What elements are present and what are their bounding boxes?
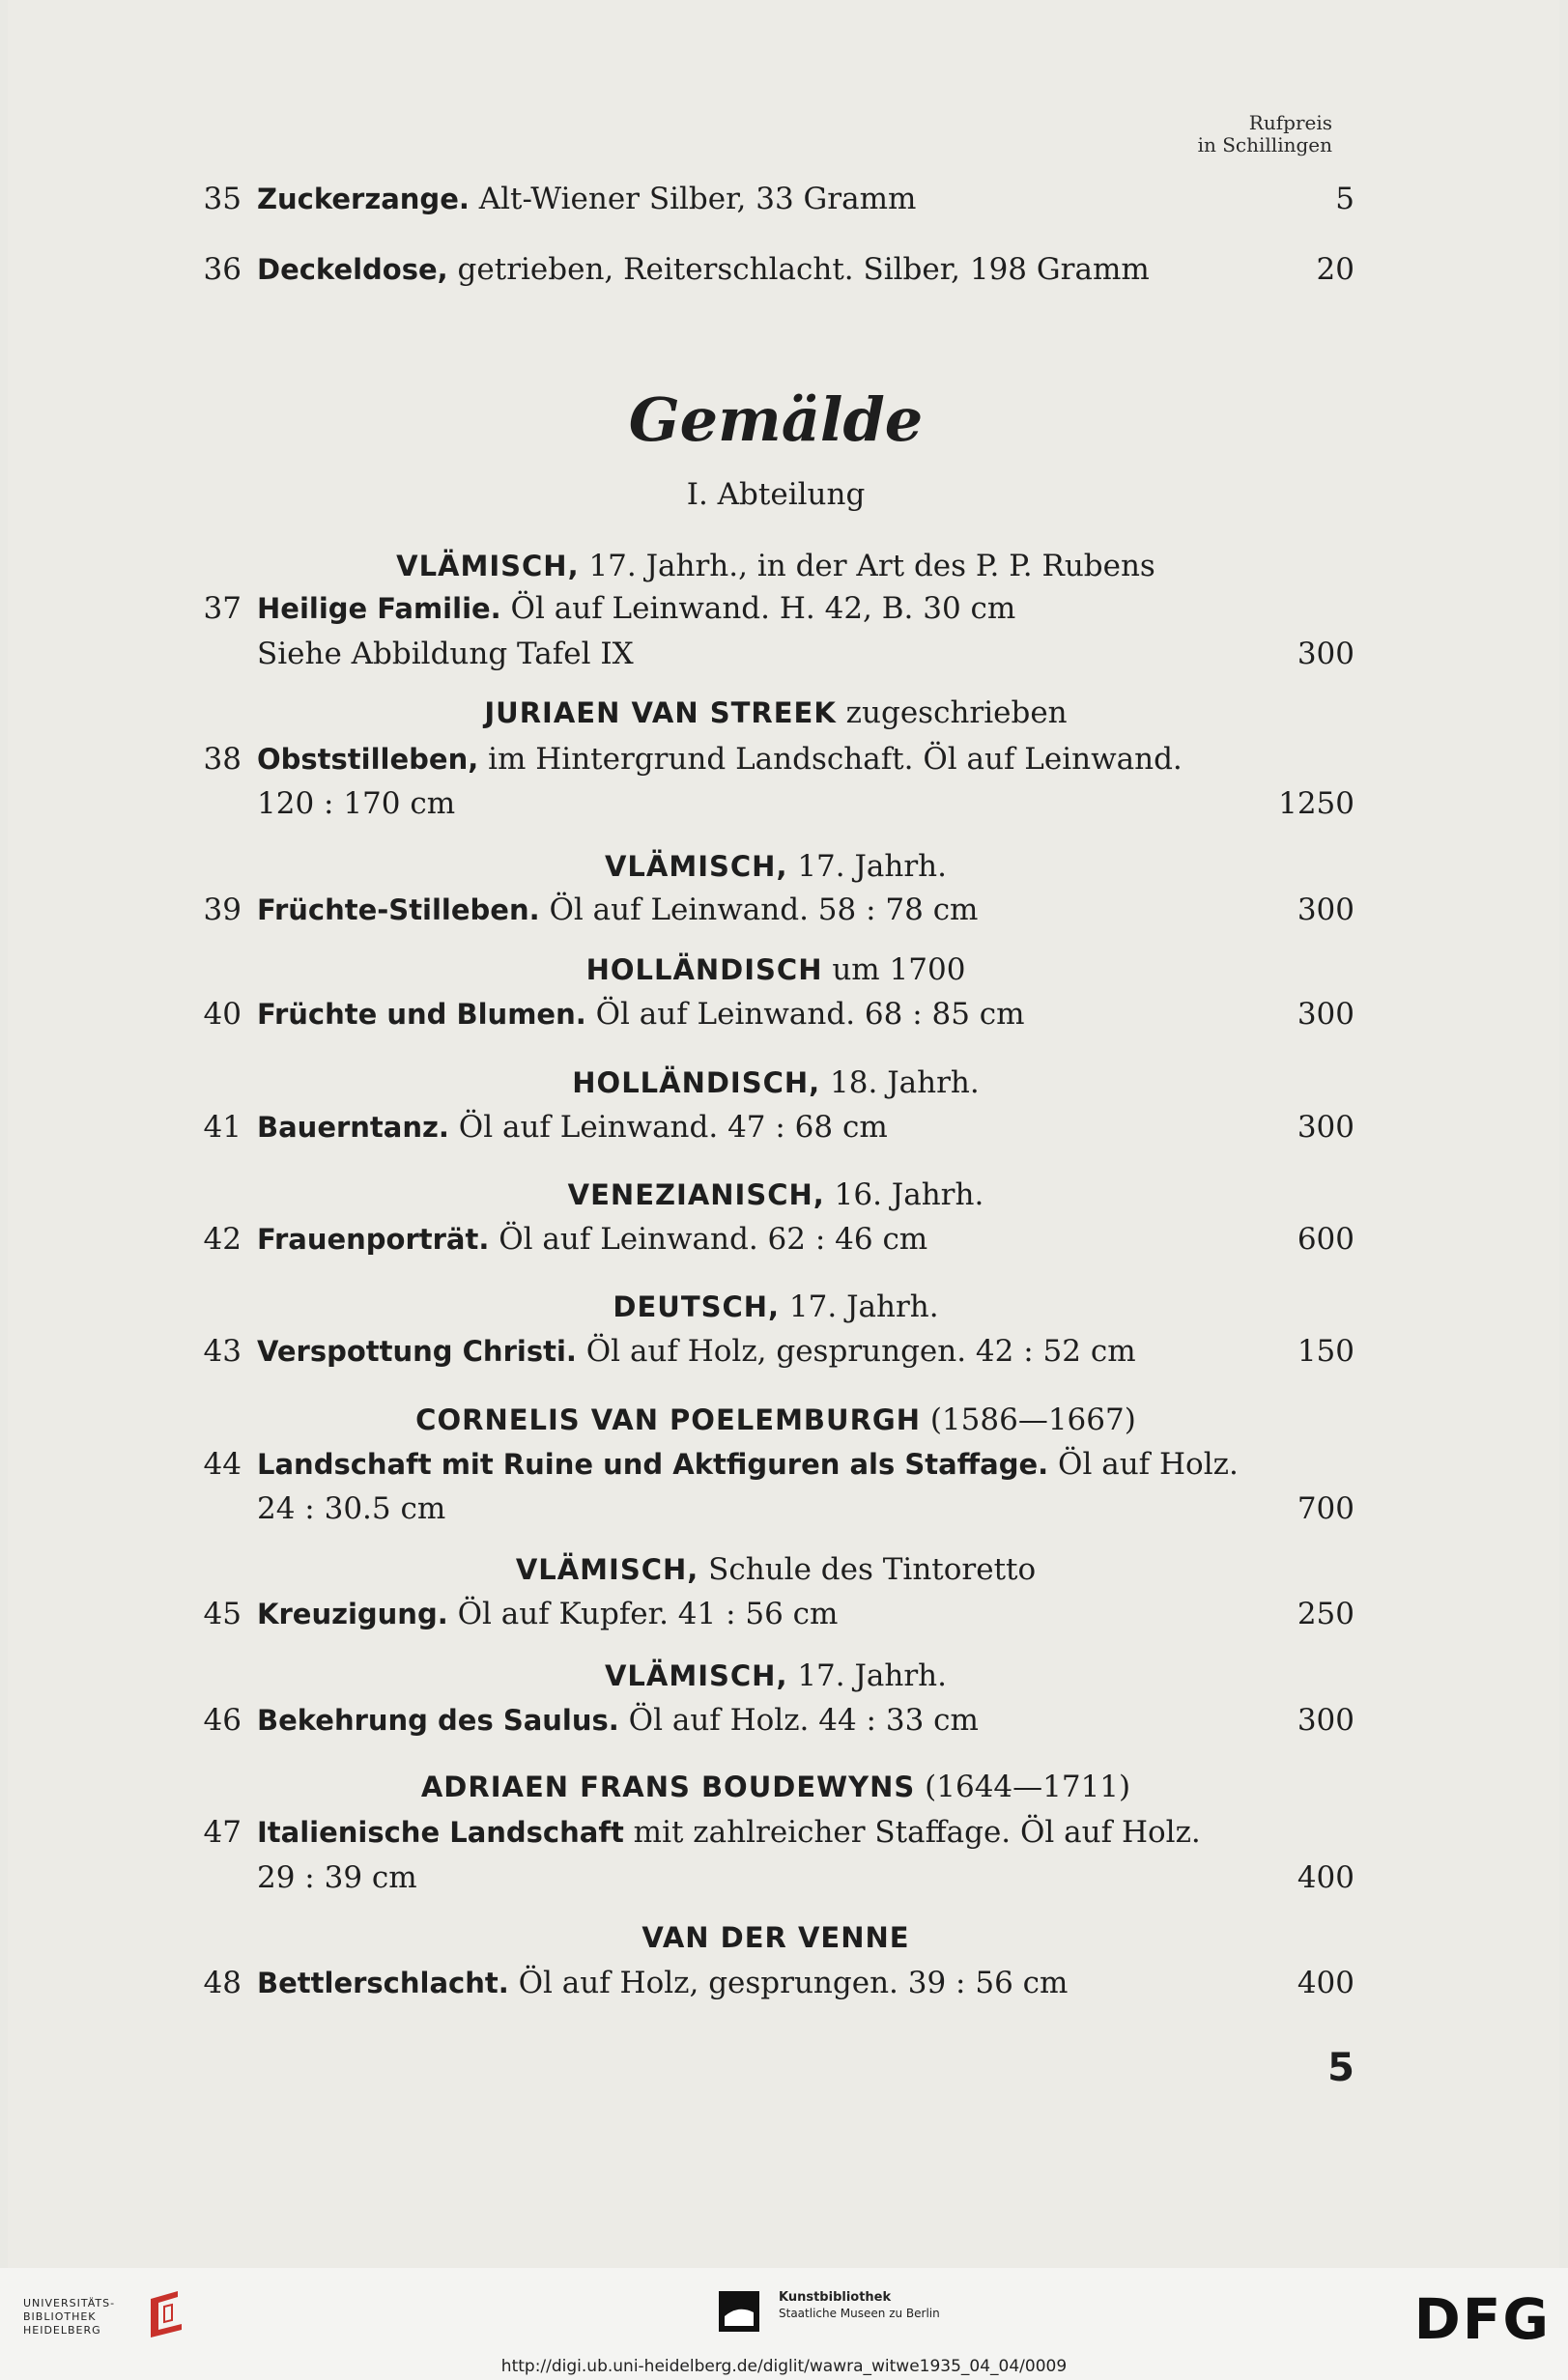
entry-price: 20: [1316, 252, 1354, 287]
entry-price: 300: [1297, 997, 1354, 1032]
artist-note: (1644—1711): [915, 1770, 1131, 1804]
entry-text: [257, 1328, 1136, 1374]
kb-line-2: Staatliche Museen zu Berlin: [779, 2307, 940, 2320]
entry-price: 5: [1335, 182, 1354, 216]
entry-title: Deckeldose,: [257, 253, 448, 286]
catalog-entry-39: [8, 887, 1559, 933]
entry-title: Obststilleben,: [257, 743, 479, 776]
artist-note: (1586—1667): [920, 1402, 1136, 1437]
artist-name: DEUTSCH,: [613, 1290, 781, 1323]
entry-price: 250: [1297, 1597, 1354, 1631]
entry-description: Öl auf Leinwand. H. 42, B. 30 cm: [500, 591, 1016, 626]
entry-text: [257, 1809, 1201, 1856]
artist-note: 17. Jahrh., in der Art des P. P. Rubens: [579, 549, 1155, 583]
entry-title: Frauenporträt.: [257, 1223, 490, 1256]
catalog-entry-44: [8, 1441, 1559, 1488]
entry-number: 36: [203, 252, 242, 287]
catalog-entry-41: [8, 1104, 1559, 1150]
section-title: Gemälde: [628, 384, 924, 455]
section-subtitle: I. Abteilung: [686, 477, 866, 512]
entry-price: 300: [1297, 1110, 1354, 1145]
entry-number: 40: [203, 997, 242, 1032]
entry-title: Bauerntanz.: [257, 1111, 449, 1144]
artist-note: 17. Jahrh.: [787, 1658, 947, 1693]
artist-heading: [8, 1653, 1544, 1699]
entry-number: 47: [203, 1815, 242, 1850]
entry-text: [257, 887, 978, 933]
catalog-entry-42: [8, 1216, 1559, 1262]
entry-number: 45: [203, 1597, 242, 1631]
artist-heading: [8, 1764, 1544, 1810]
catalog-entry-43: [8, 1328, 1559, 1374]
artist-name: VLÄMISCH,: [604, 850, 788, 883]
entry-title: Bekehrung des Saulus.: [257, 1704, 619, 1737]
artist-name: VLÄMISCH,: [604, 1659, 788, 1692]
entry-number: 37: [203, 591, 242, 626]
entry-number: 41: [203, 1110, 242, 1145]
catalog-entry-46: [8, 1697, 1559, 1743]
entry-text: [257, 991, 1025, 1037]
entry-description: Öl auf Holz, gesprungen. 42 : 52 cm: [576, 1334, 1136, 1369]
rufpreis-label: Rufpreis: [1248, 111, 1332, 134]
entry-number: 38: [203, 742, 242, 777]
ub-heidelberg-logo-text[interactable]: [23, 2297, 115, 2338]
entry-text: [257, 585, 1015, 632]
entry-description: Alt-Wiener Silber, 33 Gramm: [469, 182, 917, 216]
entry-text: [257, 1216, 927, 1262]
entry-continuation: 29 : 39 cm: [257, 1860, 417, 1895]
catalog-entry-45: [8, 1591, 1559, 1637]
rufpreis-header: [1198, 112, 1332, 156]
catalog-entry-47: [8, 1809, 1559, 1856]
entry-continuation: Siehe Abbildung Tafel IX: [257, 637, 634, 671]
artist-note: 17. Jahrh.: [780, 1289, 939, 1324]
catalog-entry-38: [8, 736, 1559, 782]
artist-heading: [8, 843, 1544, 890]
rufpreis-unit: in Schillingen: [1197, 133, 1332, 156]
kunstbibliothek-logo-icon[interactable]: [715, 2287, 763, 2336]
kunstbibliothek-logo-text[interactable]: [779, 2289, 940, 2322]
ub-heidelberg-logo-icon[interactable]: [143, 2285, 189, 2343]
entry-number: 42: [203, 1222, 242, 1257]
catalog-entry-37: [8, 585, 1559, 632]
artist-heading: [8, 543, 1544, 589]
entry-title: Italienische Landschaft: [257, 1816, 624, 1849]
entry-description: getrieben, Reiterschlacht. Silber, 198 Gramm: [447, 252, 1150, 287]
catalog-page: [8, 0, 1559, 2268]
artist-name: HOLLÄNDISCH: [585, 953, 823, 986]
artist-note: um 1700: [822, 952, 966, 987]
artist-heading: [8, 1914, 1544, 1961]
entry-number: 39: [203, 892, 242, 927]
artist-name: VLÄMISCH,: [396, 550, 580, 582]
entry-number: 35: [203, 182, 242, 216]
artist-name: ADRIAEN FRANS BOUDEWYNS: [420, 1771, 916, 1803]
entry-number: 46: [203, 1703, 242, 1738]
entry-title: Kreuzigung.: [257, 1598, 448, 1630]
ub-line-2: BIBLIOTHEK: [23, 2310, 97, 2323]
entry-price: 600: [1297, 1222, 1354, 1257]
artist-note: 16. Jahrh.: [824, 1177, 984, 1212]
entry-text: [257, 246, 1150, 293]
entry-price: 300: [1297, 892, 1354, 927]
ub-line-1: UNIVERSITÄTS-: [23, 2297, 116, 2309]
entry-title: Zuckerzange.: [257, 183, 470, 215]
entry-title: Bettlerschlacht.: [257, 1967, 509, 1999]
entry-text: [257, 1591, 838, 1637]
artist-name: CORNELIS VAN POELEMBURGH: [415, 1403, 921, 1436]
entry-title: Früchte und Blumen.: [257, 998, 586, 1031]
entry-price: 400: [1297, 1966, 1354, 2000]
source-url[interactable]: http://digi.ub.uni-heidelberg.de/diglit/wawra_witwe1935_04_04/0009: [500, 2357, 1068, 2376]
entry-description: Öl auf Holz, gesprungen. 39 : 56 cm: [508, 1966, 1069, 2000]
entry-title: Verspottung Christi.: [257, 1335, 577, 1368]
entry-number: 48: [203, 1966, 242, 2000]
kb-line-1: Kunstbibliothek: [779, 2290, 892, 2305]
page-number: 5: [1327, 2046, 1354, 2090]
entry-continuation: 24 : 30.5 cm: [257, 1491, 446, 1526]
catalog-entry-36: [8, 246, 1559, 293]
dfg-logo[interactable]: DFG: [1413, 2286, 1551, 2352]
artist-heading: [8, 1397, 1544, 1443]
artist-name: VLÄMISCH,: [515, 1553, 699, 1586]
artist-note: 18. Jahrh.: [820, 1065, 980, 1100]
entry-description: Öl auf Leinwand. 58 : 78 cm: [539, 892, 979, 927]
artist-name: JURIAEN VAN STREEK: [484, 696, 837, 729]
entry-text: [257, 736, 1183, 782]
entry-text: [257, 176, 916, 222]
entry-price: 1250: [1278, 786, 1354, 821]
entry-text: [257, 1697, 979, 1743]
artist-note: zugeschrieben: [836, 695, 1068, 730]
artist-name: HOLLÄNDISCH,: [572, 1066, 821, 1099]
entry-price: 300: [1297, 637, 1354, 671]
artist-note: 17. Jahrh.: [787, 849, 947, 884]
catalog-entry-35: [8, 176, 1559, 222]
artist-heading: [8, 1060, 1544, 1106]
entry-description: Öl auf Leinwand. 47 : 68 cm: [448, 1110, 888, 1145]
entry-continuation: 120 : 170 cm: [257, 786, 456, 821]
artist-name: VAN DER VENNE: [641, 1921, 910, 1954]
entry-description: Öl auf Holz.: [1048, 1447, 1239, 1482]
catalog-entry-40: [8, 991, 1559, 1037]
entry-text: [257, 1960, 1068, 2006]
ub-line-3: HEIDELBERG: [23, 2324, 101, 2337]
entry-description: Öl auf Holz. 44 : 33 cm: [618, 1703, 979, 1738]
entry-description: Öl auf Kupfer. 41 : 56 cm: [447, 1597, 839, 1631]
entry-number: 44: [203, 1447, 242, 1482]
entry-description: mit zahlreicher Staffage. Öl auf Holz.: [623, 1815, 1201, 1850]
artist-heading: [8, 1546, 1544, 1593]
entry-description: Öl auf Leinwand. 62 : 46 cm: [489, 1222, 928, 1257]
entry-price: 300: [1297, 1703, 1354, 1738]
entry-title: Heilige Familie.: [257, 592, 501, 625]
artist-note: Schule des Tintoretto: [698, 1552, 1037, 1587]
entry-text: [257, 1441, 1239, 1488]
artist-heading: [8, 690, 1544, 736]
entry-price: 700: [1297, 1491, 1354, 1526]
catalog-entry-48: [8, 1960, 1559, 2006]
artist-heading: [8, 947, 1544, 993]
artist-heading: [8, 1284, 1544, 1330]
artist-heading: [8, 1172, 1544, 1218]
artist-name: VENEZIANISCH,: [567, 1178, 825, 1211]
entry-description: Öl auf Leinwand. 68 : 85 cm: [585, 997, 1025, 1032]
entry-text: [257, 1104, 888, 1150]
entry-description: im Hintergrund Landschaft. Öl auf Leinwand.: [478, 742, 1183, 777]
entry-price: 150: [1297, 1334, 1354, 1369]
entry-title: Landschaft mit Ruine und Aktfiguren als Staffage.: [257, 1448, 1049, 1481]
entry-title: Früchte-Stilleben.: [257, 893, 540, 926]
entry-price: 400: [1297, 1860, 1354, 1895]
entry-number: 43: [203, 1334, 242, 1369]
